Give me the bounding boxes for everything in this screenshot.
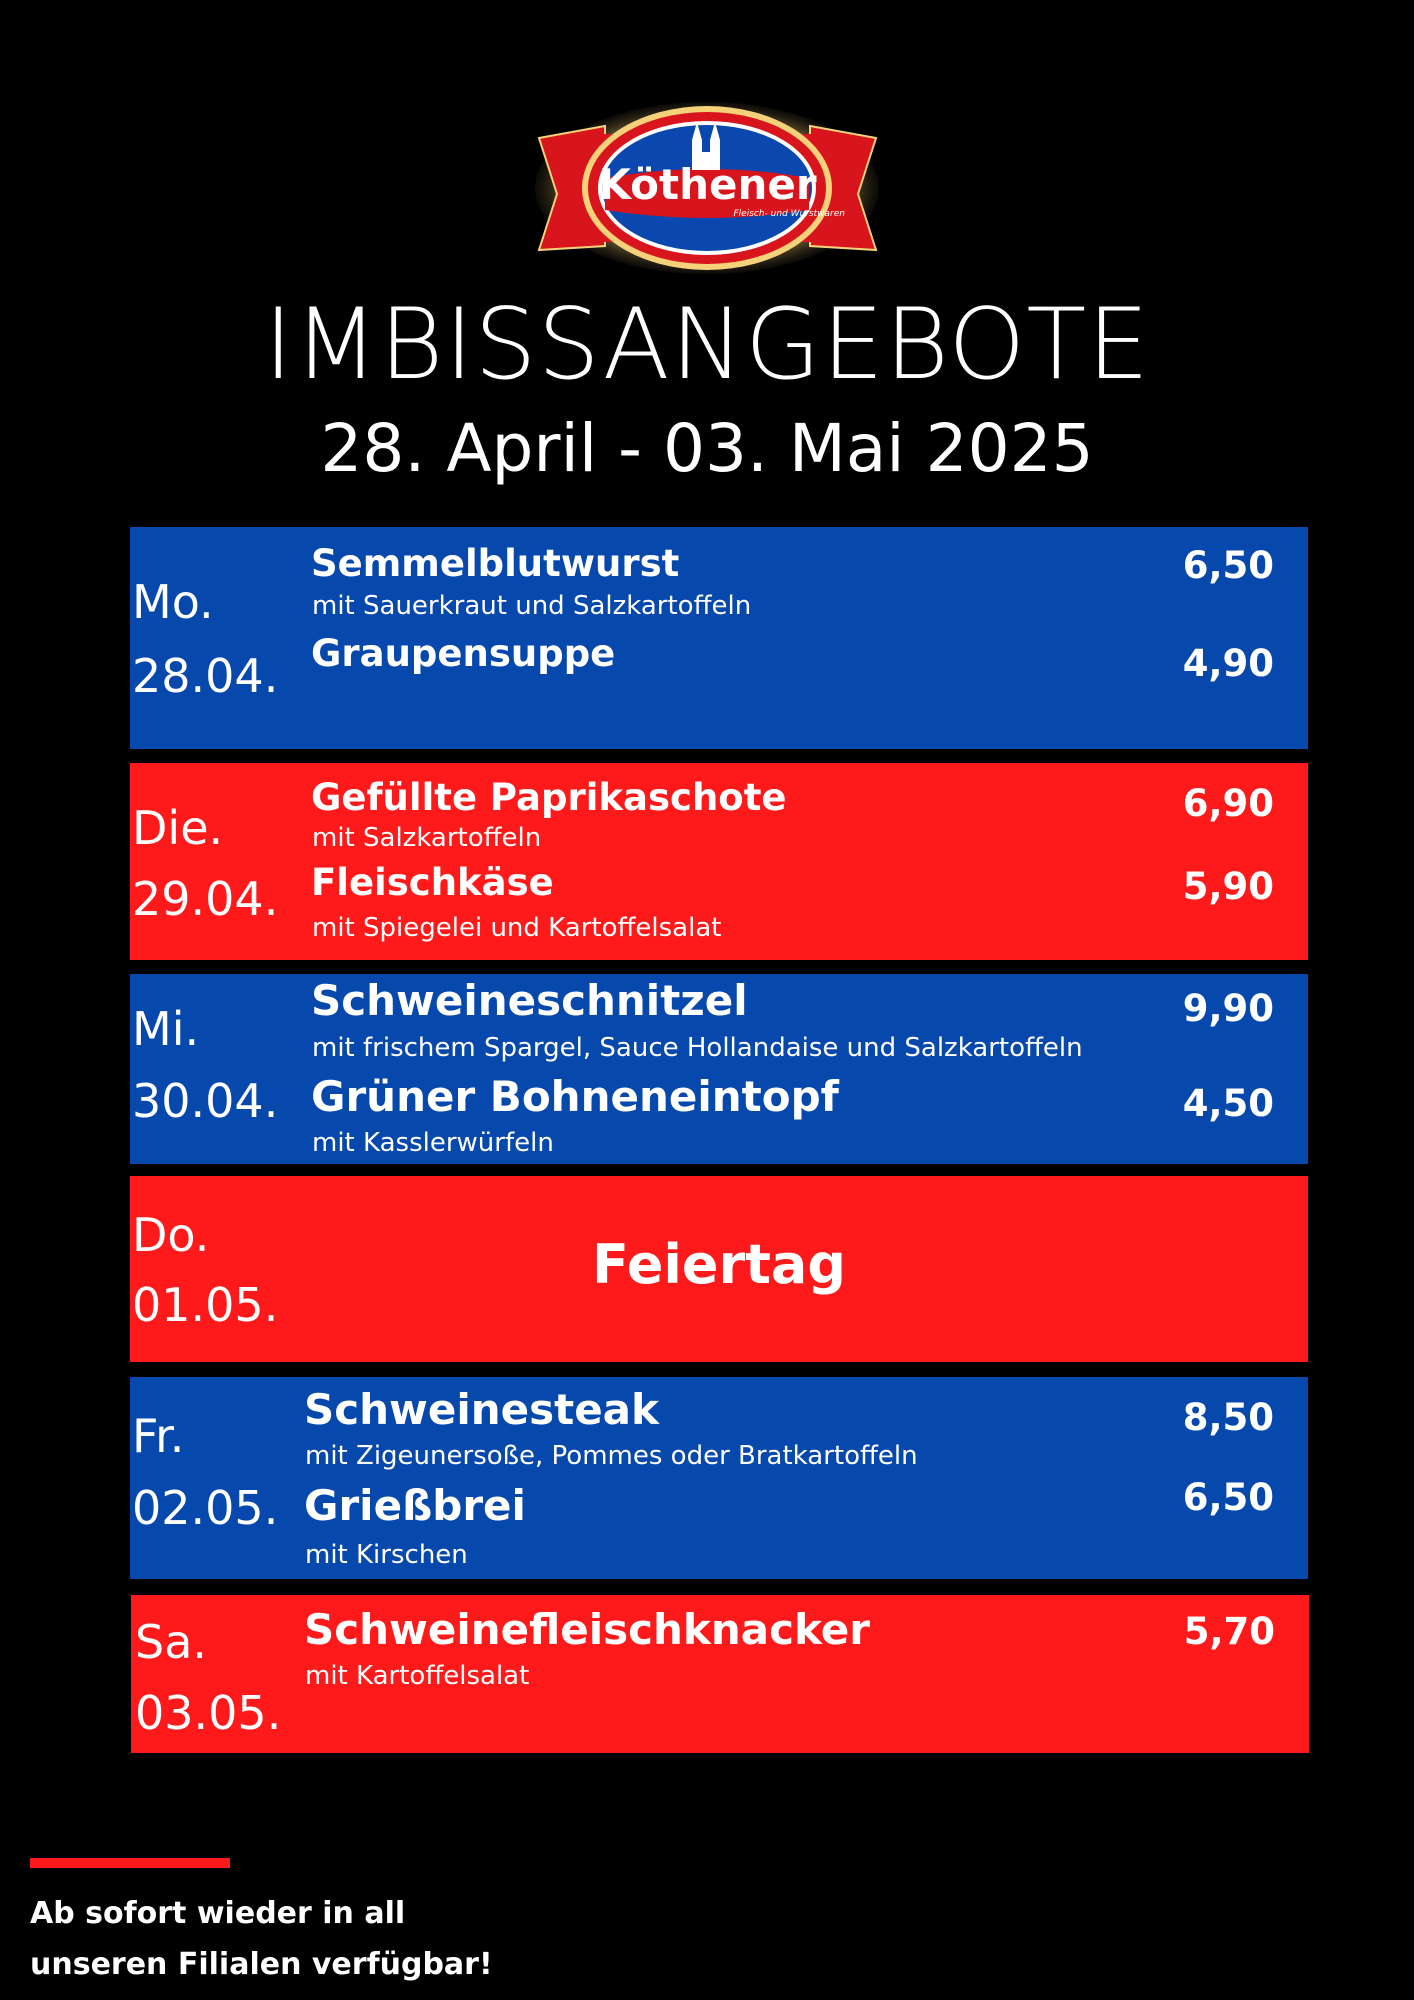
dish-price: 5,90 [1182, 865, 1274, 908]
dish-name: Gefüllte Paprikaschote [311, 776, 787, 819]
footer-line: unseren Filialen verfügbar! [30, 1947, 493, 1982]
footer-note [30, 1888, 630, 1990]
dish-name: Schweinesteak [304, 1385, 659, 1434]
dish-price: 8,50 [1182, 1396, 1274, 1439]
date-label: 02.05. [132, 1481, 279, 1535]
dish-name: Fleischkäse [311, 861, 554, 904]
dish-side: mit Salzkartoffeln [312, 823, 542, 853]
dish-side: mit frischem Spargel, Sauce Hollandaise und Salzkartoffeln [312, 1033, 1083, 1063]
weekday-label: Die. [132, 801, 224, 855]
date-label: 30.04. [132, 1074, 279, 1128]
dish-side: mit Spiegelei und Kartoffelsalat [312, 913, 722, 943]
dish-side: mit Zigeunersoße, Pommes oder Bratkartoffeln [305, 1441, 918, 1471]
dish-name: Grüner Bohneneintopf [311, 1072, 839, 1121]
dish-price: 6,50 [1182, 1476, 1274, 1519]
dish-name: Semmelblutwurst [311, 542, 680, 585]
dish-price: 9,90 [1182, 987, 1274, 1030]
date-label: 28.04. [132, 649, 279, 703]
dish-name: Schweineschnitzel [311, 976, 748, 1025]
day-panel-monday [130, 527, 1308, 749]
day-panel-thursday [130, 1176, 1308, 1362]
date-label: 03.05. [135, 1686, 282, 1740]
brand-name: Köthener [598, 160, 817, 209]
dish-price: 4,50 [1182, 1082, 1274, 1125]
page-title: IMBISSANGEBOTE [263, 288, 1151, 402]
dish-name: Graupensuppe [311, 632, 616, 675]
brand-logo [535, 100, 880, 275]
day-panel-wednesday [130, 974, 1308, 1164]
weekday-label: Mo. [132, 575, 214, 629]
dish-price: 6,50 [1182, 544, 1274, 587]
weekday-label: Mi. [132, 1002, 200, 1056]
weekday-label: Fr. [132, 1409, 185, 1463]
date-label: 29.04. [132, 872, 279, 926]
dish-side: mit Sauerkraut und Salzkartoffeln [312, 591, 752, 621]
footer-line: Ab sofort wieder in all [30, 1896, 406, 1931]
date-label: 01.05. [132, 1278, 279, 1332]
dish-name: Grießbrei [304, 1481, 526, 1530]
dish-side: mit Kirschen [305, 1540, 468, 1570]
date-range: 28. April - 03. Mai 2025 [320, 410, 1094, 487]
dish-price: 4,90 [1182, 642, 1274, 685]
dish-side: mit Kartoffelsalat [305, 1661, 530, 1691]
weekday-label: Sa. [135, 1615, 208, 1669]
dish-price: 5,70 [1183, 1610, 1275, 1653]
brand-tagline: Fleisch- und Wurstwaren [733, 209, 845, 219]
weekday-label: Do. [132, 1208, 210, 1262]
holiday-label: Feiertag [592, 1233, 846, 1296]
day-panel-friday [130, 1377, 1308, 1579]
dish-side: mit Kasslerwürfeln [312, 1128, 554, 1158]
day-panel-saturday [131, 1595, 1309, 1753]
footer-accent-bar [30, 1858, 230, 1868]
dish-price: 6,90 [1182, 782, 1274, 825]
day-panel-tuesday [130, 763, 1308, 960]
dish-name: Schweinefleischknacker [304, 1605, 870, 1654]
